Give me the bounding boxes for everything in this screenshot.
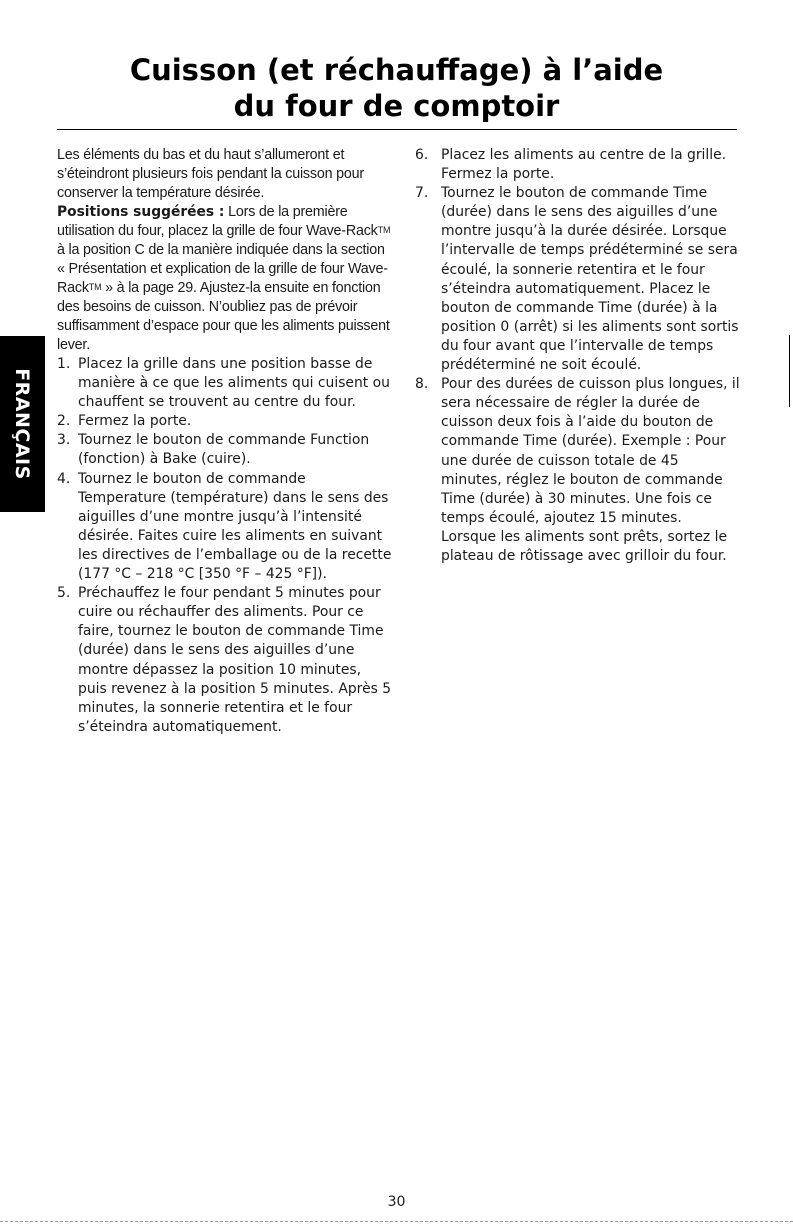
list-item — [57, 412, 392, 431]
list-item — [57, 431, 392, 469]
right-column — [415, 146, 740, 566]
suggested-positions-paragraph — [57, 203, 392, 355]
suggested-text-part-c: » à la page 29. Ajustez-la ensuite en fonction des besoins de cuisson. N’oubliez pas de prévoir suffisamment d’espace pour que les aliments puissent lever. — [57, 280, 390, 353]
list-item-text: Pour des durées de cuisson plus longues, il sera nécessaire de régler la durée de cuisson deux fois à l’aide du bouton de commande Time (durée). Exemple : Pour une durée de cuisson totale de 45 minutes, réglez le bouton de commande Time (durée) à 30 minutes. Une fois ce temps écoulé, ajoutez 15 minutes. Lorsque les aliments sont prêts, sortez le plateau de rôtissage avec grilloir du four. — [441, 376, 740, 564]
list-item-number: 3. — [57, 432, 71, 449]
page-number: 30 — [387, 1194, 406, 1210]
list-item — [57, 584, 392, 737]
page-title-line-2: du four de comptoir — [233, 89, 560, 123]
list-item-number: 5. — [57, 585, 71, 602]
edge-marker-line — [789, 335, 790, 407]
page-title — [0, 52, 793, 124]
list-item-text: Préchauffez le four pendant 5 minutes pour cuire ou réchauffer des aliments. Pour ce faire, tournez le bouton de commande Time (durée) dans le sens des aiguilles d’une montre dépassez la position 10 minutes, puis revenez à la position 5 minutes. Après 5 minutes, la sonnerie retentira et le four s’éteindra automatiquement. — [78, 585, 392, 735]
intro-paragraph: Les éléments du bas et du haut s’allumeront et s’éteindront plusieurs fois pendant la cuisson pour conserver la température désirée. — [57, 147, 364, 201]
title-divider — [57, 129, 737, 130]
page-title-line-1: Cuisson (et réchauffage) à l’aide — [129, 53, 664, 87]
list-item — [415, 184, 740, 375]
language-tab-label: FRANÇAIS — [11, 368, 33, 480]
list-item-text: Placez la grille dans une position basse de manière à ce que les aliments qui cuisent ou chauffent se trouvent au centre du four. — [78, 356, 390, 411]
list-item-text: Fermez la porte. — [78, 413, 192, 430]
list-item-text: Tournez le bouton de commande Function (fonction) à Bake (cuire). — [78, 432, 370, 468]
list-item-number: 2. — [57, 413, 71, 430]
left-column — [57, 146, 392, 737]
list-item-number: 8. — [415, 376, 429, 393]
list-item-number: 4. — [57, 470, 71, 487]
list-item-number: 7. — [415, 185, 429, 202]
list-item-number: 6. — [415, 147, 429, 163]
bottom-trim-line — [0, 1221, 793, 1222]
suggested-positions-heading: Positions suggérées : — [57, 204, 225, 220]
list-item — [415, 375, 740, 566]
language-tab — [0, 336, 45, 512]
trademark-mark: TM — [88, 282, 102, 292]
list-item-text: Placez les aliments au centre de la grille. Fermez la porte. — [441, 147, 727, 183]
list-item — [57, 470, 392, 585]
instruction-list-left — [57, 355, 392, 737]
list-item-text: Tournez le bouton de commande Temperature (température) dans le sens des aiguilles d’une montre jusqu’à l’intensité désirée. Faites cuire les aliments en suivant les directives de l’emballage ou de la recette (177 °C – 218 °C [350 °F – 425 °F]). — [78, 470, 392, 583]
instruction-list-right — [415, 146, 740, 566]
list-item — [415, 146, 740, 184]
list-item-number: 1. — [57, 356, 71, 372]
suggested-text-part-a: Lors de la première utilisation du four, placez la grille de four Wave-Rack — [57, 204, 378, 239]
trademark-mark: TM — [377, 225, 391, 235]
suggested-text-part-b: à la position C de la manière indiquée dans la section « Présentation et explication de la grille de four Wave-Rack — [57, 242, 388, 296]
list-item-text: Tournez le bouton de commande Time (durée) dans le sens des aiguilles d’une montre jusqu’à la durée désirée. Lorsque l’intervalle de temps prédéterminé se sera écoulé, la sonnerie retentira et le four s’éteindra automatiquement. Placez le bouton de commande Time (durée) à la position 0 (arrêt) si les aliments sont sortis du four avant que l’intervalle de temps prédéterminé ne soit écoulé. — [441, 185, 739, 374]
list-item — [57, 355, 392, 412]
